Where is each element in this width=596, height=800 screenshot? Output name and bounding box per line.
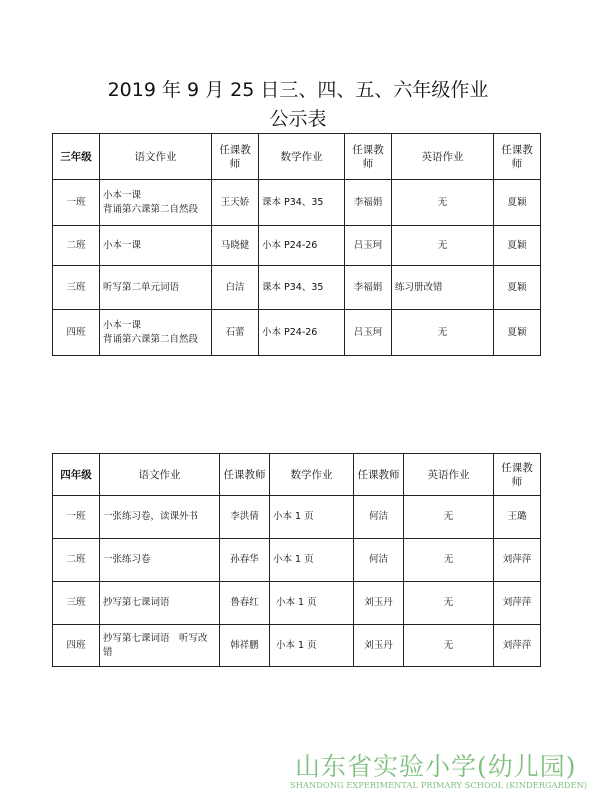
table-row	[53, 539, 541, 582]
teacher-cell: 王天娇	[212, 180, 259, 226]
class-cell: 三班	[53, 266, 100, 310]
chinese-cell: 小本一课 背诵第六课第二自然段	[100, 180, 212, 226]
header-teacher: 任课教师	[345, 134, 392, 180]
teacher-cell: 刘萍萍	[494, 625, 541, 667]
header-teacher: 任课教师	[354, 454, 404, 496]
header-english: 英语作业	[392, 134, 494, 180]
math-cell: 小本 1 页	[270, 539, 354, 582]
page-title: 2019 年 9 月 25 日三、四、五、六年级作业	[107, 79, 489, 101]
english-cell: 无	[404, 496, 494, 539]
class-cell: 一班	[53, 180, 100, 226]
chinese-cell: 一张练习卷	[100, 539, 220, 582]
teacher-cell: 夏颖	[494, 266, 541, 310]
table-row	[53, 582, 541, 625]
teacher-cell: 刘玉丹	[354, 582, 404, 625]
header-teacher: 任课教师	[494, 134, 541, 180]
math-cell: 小本 1 页	[270, 496, 354, 539]
grade-label: 三年级	[53, 134, 100, 180]
english-cell: 无	[392, 310, 494, 356]
teacher-cell: 夏颖	[494, 226, 541, 266]
table-row	[53, 266, 541, 310]
header-chinese: 语文作业	[100, 134, 212, 180]
table-header-row	[53, 454, 541, 496]
header-math: 数学作业	[259, 134, 345, 180]
teacher-cell: 白洁	[212, 266, 259, 310]
table-row	[53, 180, 541, 226]
math-cell: 小本 P24-26	[259, 310, 345, 356]
table-header-row	[53, 134, 541, 180]
english-cell: 无	[392, 180, 494, 226]
page-subtitle: 公示表	[269, 108, 327, 130]
teacher-cell: 王璐	[494, 496, 541, 539]
english-cell: 无	[404, 582, 494, 625]
school-watermark-logo: 山东省实验小学(幼儿园)	[295, 752, 577, 781]
class-cell: 一班	[53, 496, 100, 539]
chinese-cell: 小本一课	[100, 226, 212, 266]
english-cell: 无	[404, 625, 494, 667]
teacher-cell: 李福娟	[345, 180, 392, 226]
school-watermark-english: SHANDONG EXPERIMENTAL PRIMARY SCHOOL (KINDERGARDEN)	[290, 780, 588, 790]
teacher-cell: 李洪倩	[220, 496, 270, 539]
table-row	[53, 496, 541, 539]
grade4-homework-table	[52, 453, 541, 667]
header-english: 英语作业	[404, 454, 494, 496]
teacher-cell: 刘萍萍	[494, 539, 541, 582]
teacher-cell: 刘萍萍	[494, 582, 541, 625]
math-cell: 小本 P24-26	[259, 226, 345, 266]
english-cell: 练习册改错	[392, 266, 494, 310]
chinese-cell: 抄写第七课词语	[100, 582, 220, 625]
header-teacher: 任课教师	[220, 454, 270, 496]
chinese-cell: 一张练习卷，读课外书	[100, 496, 220, 539]
teacher-cell: 石蕾	[212, 310, 259, 356]
english-cell: 无	[392, 226, 494, 266]
grade3-homework-table	[52, 133, 541, 356]
math-cell: 小本 1 页	[270, 625, 354, 667]
teacher-cell: 鲁春红	[220, 582, 270, 625]
class-cell: 四班	[53, 310, 100, 356]
teacher-cell: 韩祥鹏	[220, 625, 270, 667]
teacher-cell: 孙春华	[220, 539, 270, 582]
teacher-cell: 夏颖	[494, 310, 541, 356]
teacher-cell: 何洁	[354, 539, 404, 582]
header-teacher: 任课教师	[494, 454, 541, 496]
class-cell: 四班	[53, 625, 100, 667]
class-cell: 二班	[53, 539, 100, 582]
teacher-cell: 马晓健	[212, 226, 259, 266]
grade-label: 四年级	[53, 454, 100, 496]
header-chinese: 语文作业	[100, 454, 220, 496]
header-teacher: 任课教师	[212, 134, 259, 180]
teacher-cell: 夏颖	[494, 180, 541, 226]
header-math: 数学作业	[270, 454, 354, 496]
teacher-cell: 吕玉珂	[345, 310, 392, 356]
chinese-cell: 小本一课 背诵第六课第二自然段	[100, 310, 212, 356]
teacher-cell: 刘玉丹	[354, 625, 404, 667]
math-cell: 课本 P34、35	[259, 266, 345, 310]
math-cell: 课本 P34、35	[259, 180, 345, 226]
table-row	[53, 310, 541, 356]
table-row	[53, 226, 541, 266]
class-cell: 三班	[53, 582, 100, 625]
teacher-cell: 李福娟	[345, 266, 392, 310]
teacher-cell: 何洁	[354, 496, 404, 539]
teacher-cell: 吕玉珂	[345, 226, 392, 266]
class-cell: 二班	[53, 226, 100, 266]
chinese-cell: 抄写第七课词语 听写改错	[100, 625, 220, 667]
math-cell: 小本 1 页	[270, 582, 354, 625]
english-cell: 无	[404, 539, 494, 582]
chinese-cell: 听写第二单元词语	[100, 266, 212, 310]
table-row	[53, 625, 541, 667]
